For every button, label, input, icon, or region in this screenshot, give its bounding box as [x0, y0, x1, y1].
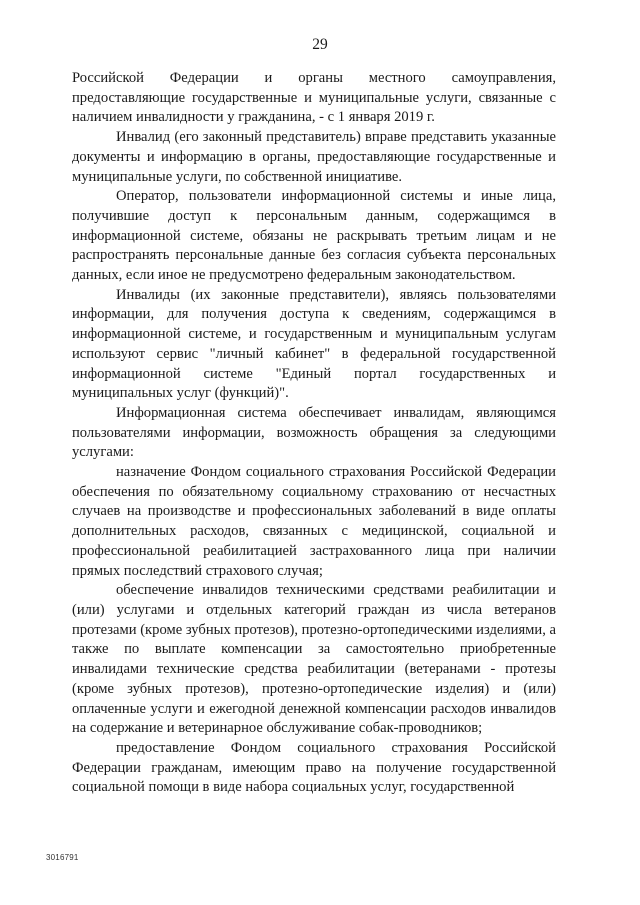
- page-number: 29: [312, 36, 328, 53]
- list-item-paragraph: предоставление Фондом социального страхования Российской Федерации гражданам, имеющим право на получение государственной социальной помощи в виде набора социальных услуг, государственной: [72, 739, 556, 796]
- document-body: [72, 69, 556, 798]
- paragraph: Информационная система обеспечивает инвалидам, являющимся пользователями информации, возможность обращения за следующими услугами:: [72, 404, 556, 461]
- paragraph: Инвалид (его законный представитель) вправе представить указанные документы и информацию в органы, предоставляющие государственные и муниципальные услуги, по собственной инициативе.: [72, 129, 556, 185]
- list-item-paragraph: обеспечение инвалидов техническими средствами реабилитации и (или) услугами и отдельных категорий граждан из числа ветеранов протезами (кроме зубных протезов), протезно-ортопедическими изделиями, а также по выплате компенсации за самостоятельно приобретенные инвалидами технические средства реабилитации (ветеранами - протезы (кроме зубных протезов), протезно-ортопедические изделия) и (или) оплаченные услуги и ежегодной денежной компенсации расходов инвалидов на содержание и ветеринарное обслуживание собак-проводников;: [72, 582, 556, 737]
- list-item-paragraph: назначение Фондом социального страхования Российской Федерации обеспечения по обязательному социальному страхованию от несчастных случаев на производстве и профессиональных заболеваний в виде оплаты дополнительных расходов, связанных с медицинской, социальной и профессиональной реабилитацией застрахованного лица при наличии прямых последствий страхового случая;: [72, 464, 556, 579]
- paragraph: Инвалиды (их законные представители), являясь пользователями информации, для получения доступа к сведениям, содержащимся в информационной системе, и государственным и муниципальным услугам используют сервис "личный кабинет" в федеральной государственной информационной системе "Единый портал государственных и муниципальных услуг (функций)".: [72, 286, 556, 402]
- paragraph: Российской Федерации и органы местного самоуправления, предоставляющие государственные и муниципальные услуги, связанные с наличием инвалидности у гражданина, - с 1 января 2019 г.: [72, 70, 556, 126]
- paragraph: Оператор, пользователи информационной системы и иные лица, получившие доступ к персональным данным, содержащимся в информационной системе, обязаны не раскрывать третьим лицам и не распространять персональные данные без согласия субъекта персональных данных, если иное не предусмотрено федеральным законодательством.: [72, 188, 556, 284]
- document-code: 3016791: [46, 853, 79, 862]
